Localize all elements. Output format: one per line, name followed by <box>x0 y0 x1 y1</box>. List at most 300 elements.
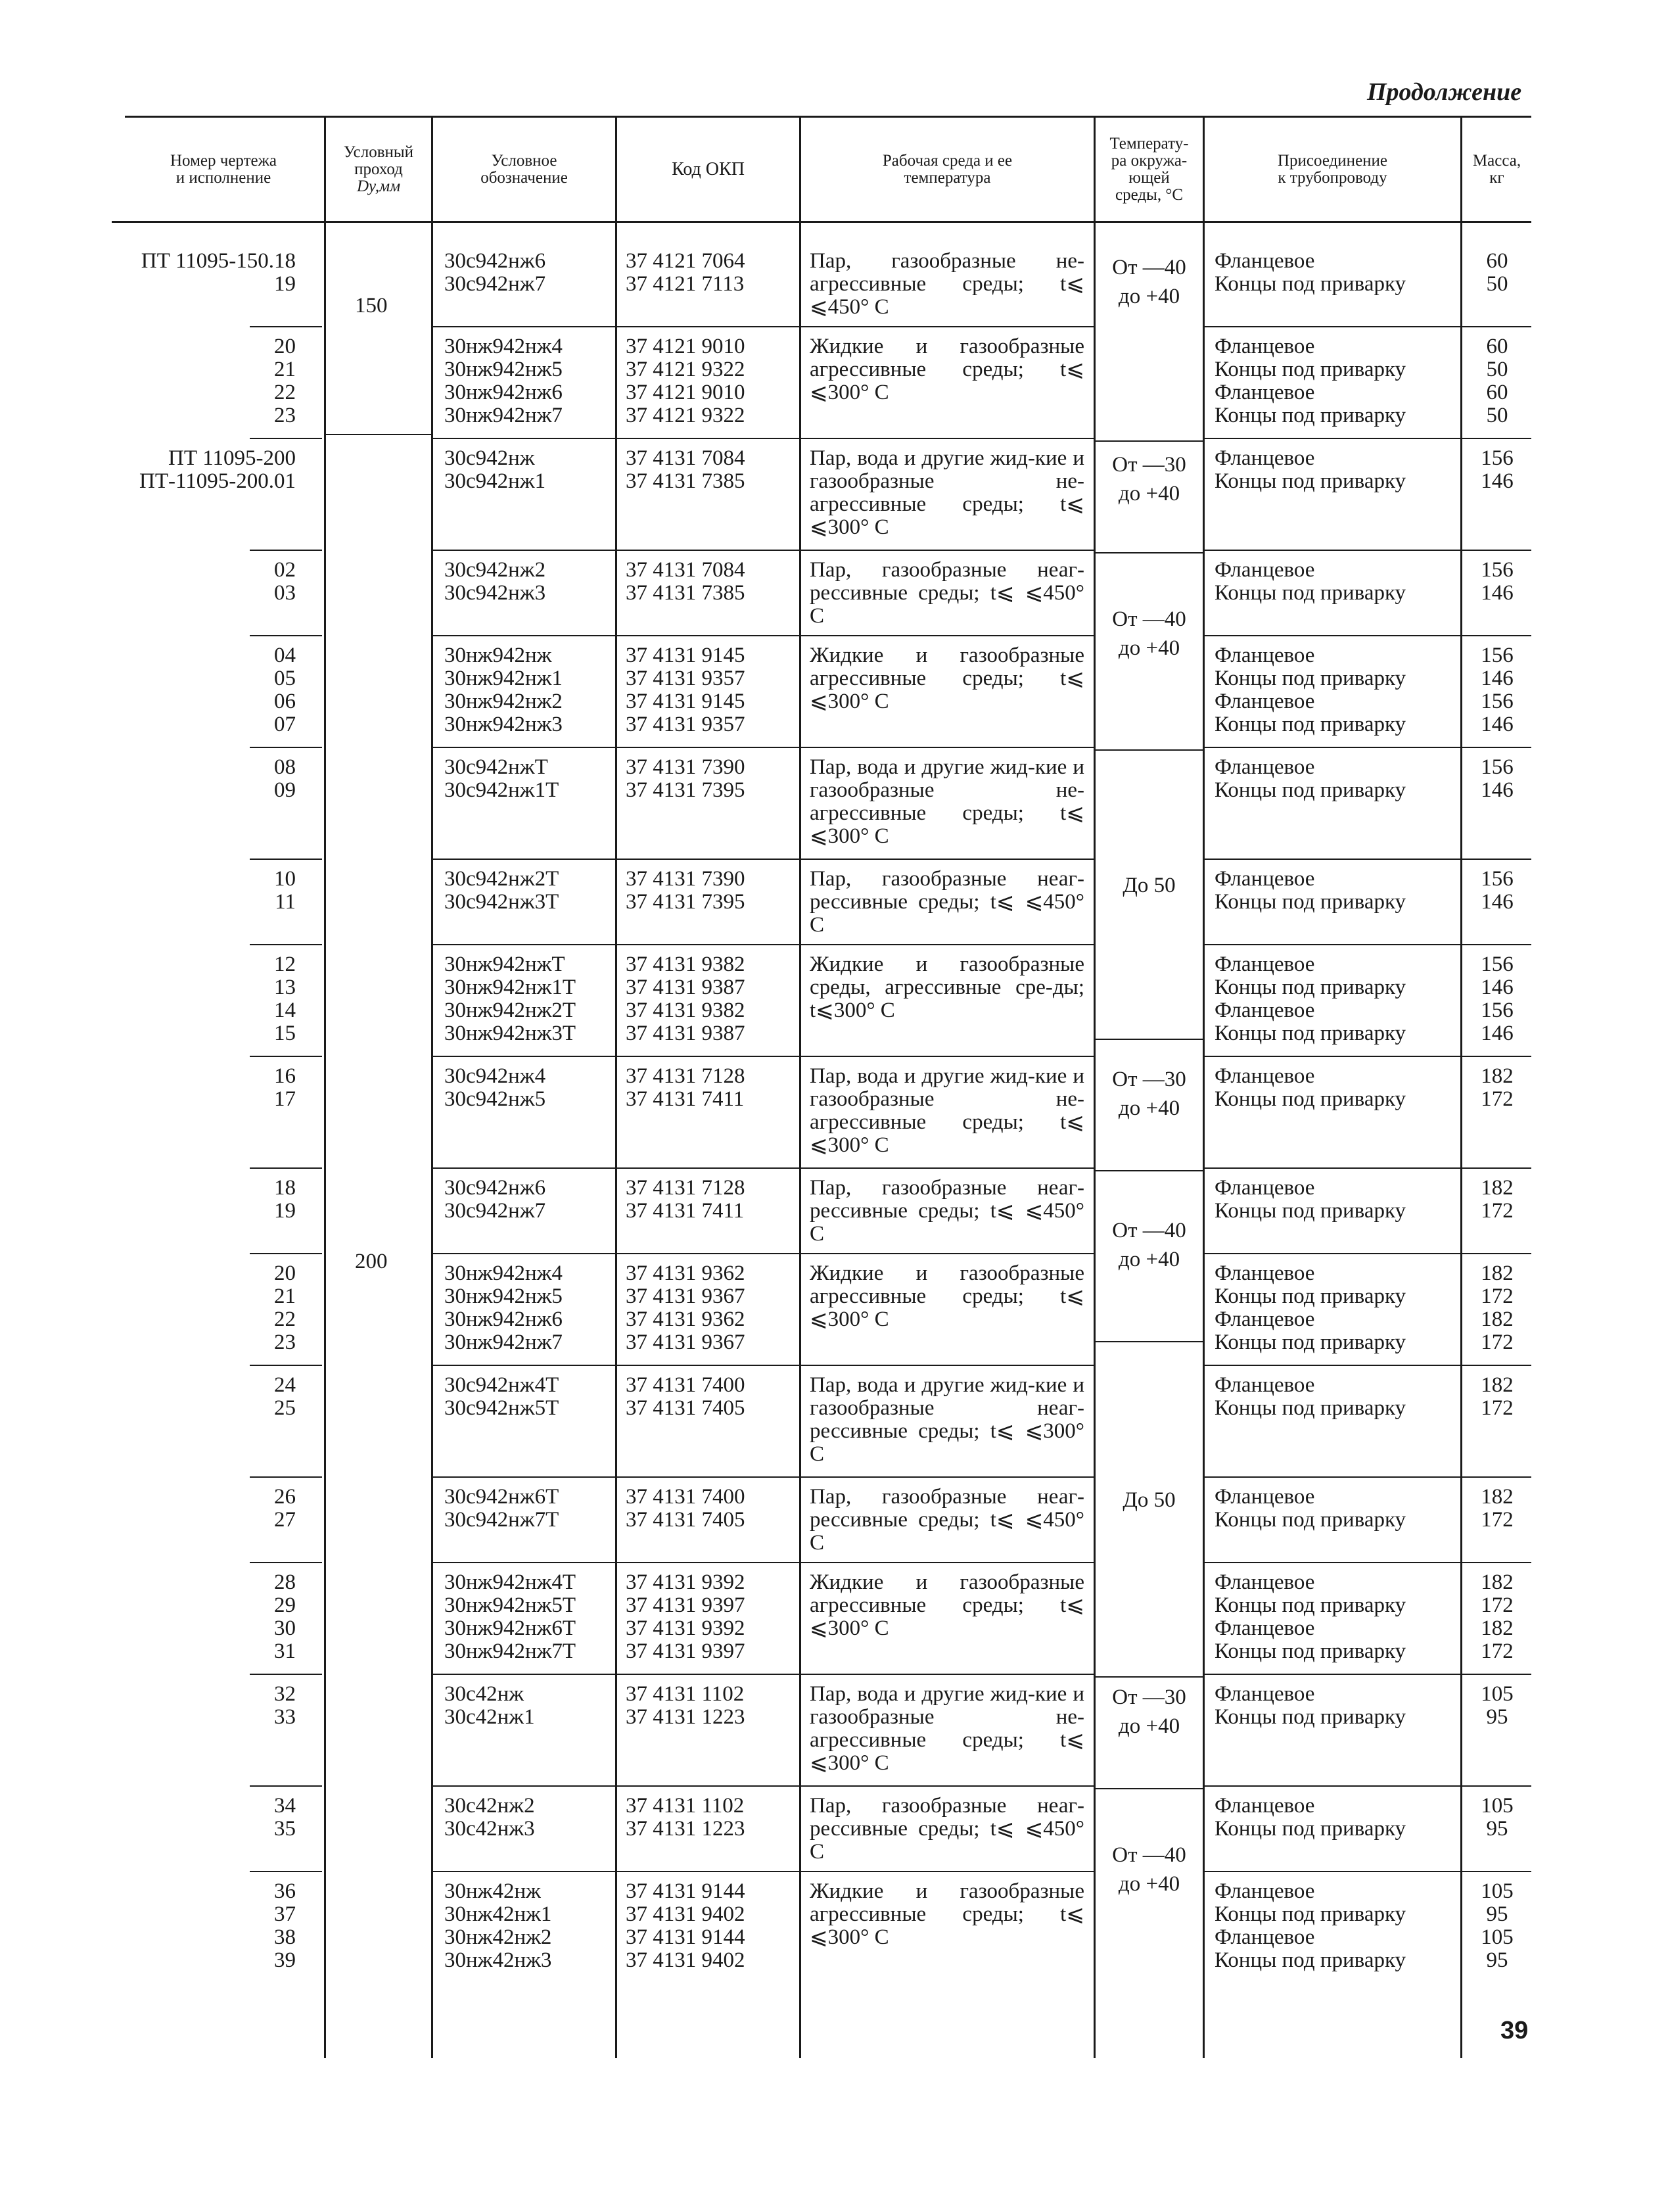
okp-code: 37 4131 9382 <box>626 953 745 976</box>
mass-separator <box>1462 747 1531 748</box>
okp-separator <box>617 1562 799 1563</box>
drawing-number: 26 <box>274 1485 296 1509</box>
drawing-number: 36 <box>274 1879 296 1903</box>
connection-separator <box>1205 1785 1460 1787</box>
designation-value: 30с942нж2Т <box>444 867 559 891</box>
header-designation <box>433 124 615 216</box>
connection-type: Концы под приварку <box>1215 976 1406 999</box>
connection-cell <box>1215 559 1458 605</box>
mass-separator <box>1462 1476 1531 1478</box>
drawing-cell <box>112 756 296 802</box>
designation-cell <box>444 644 615 736</box>
header-medium-line1: Рабочая среда и ее <box>882 152 1013 170</box>
drawing-number: ПТ-11095-200.01 <box>139 469 296 493</box>
okp-code: 37 4131 7405 <box>626 1396 745 1420</box>
designation-value: 30нж942нж5 <box>444 1284 563 1308</box>
connection-type: Фланцевое <box>1215 1176 1315 1200</box>
designation-value: 30нж942нж4Т <box>444 1570 576 1594</box>
drawing-number: 33 <box>274 1705 296 1729</box>
dn-200: 200 <box>355 1250 388 1273</box>
header-mass-line1: Масса, <box>1472 152 1521 170</box>
okp-separator <box>617 326 799 327</box>
drawing-number: 17 <box>274 1087 296 1111</box>
designation-cell <box>444 1374 615 1420</box>
drawing-cell <box>112 335 296 427</box>
ambient-temperature: От —40 до +40 <box>1112 1219 1186 1271</box>
mass-cell <box>1464 1177 1530 1223</box>
okp-code: 37 4131 1223 <box>626 1705 745 1729</box>
okp-code: 37 4131 9144 <box>626 1879 745 1903</box>
mass-value: 172 <box>1481 1087 1514 1111</box>
connection-type: Фланцевое <box>1215 1064 1315 1088</box>
drawing-cell <box>112 1262 296 1354</box>
medium-cell: Пар, газообразные неаг-рессивные среды; t⩽ ⩽450° С <box>810 558 1084 628</box>
okp-code: 37 4131 7390 <box>626 867 745 891</box>
drawing-cell <box>112 250 296 296</box>
drawing-separator <box>250 747 322 748</box>
designation-separator <box>433 326 615 327</box>
okp-code: 37 4121 9322 <box>626 404 745 427</box>
okp-cell <box>626 1683 797 1729</box>
drawing-separator <box>250 1253 322 1254</box>
ambient-separator <box>1096 1676 1203 1678</box>
ambient-separator <box>1096 749 1203 751</box>
designation-value: 30с942нж7 <box>444 272 546 296</box>
medium-separator <box>801 326 1094 327</box>
okp-code: 37 4131 9367 <box>626 1330 745 1354</box>
okp-code: 37 4131 9367 <box>626 1284 745 1308</box>
designation-cell <box>444 1571 615 1663</box>
connection-type: Фланцевое <box>1215 1261 1315 1285</box>
ambient-temperature: До 50 <box>1123 874 1176 897</box>
okp-cell <box>626 756 797 802</box>
mass-separator <box>1462 1785 1531 1787</box>
designation-value: 30с942нж1 <box>444 469 546 493</box>
designation-value: 30нж942нж2Т <box>444 999 576 1022</box>
mass-cell <box>1464 1374 1530 1420</box>
designation-value: 30с942нж4Т <box>444 1373 559 1397</box>
medium-cell: Пар, газообразные неаг-рессивные среды; t⩽ ⩽450° С <box>810 867 1084 937</box>
okp-separator <box>617 550 799 551</box>
mass-separator <box>1462 438 1531 439</box>
mass-value: 156 <box>1481 558 1514 582</box>
medium-separator <box>801 747 1094 748</box>
drawing-cell <box>112 1486 296 1532</box>
connection-cell <box>1215 335 1458 427</box>
ambient-temperature: От —30 до +40 <box>1112 1685 1186 1738</box>
drawing-cell <box>112 953 296 1045</box>
drawing-number: 24 <box>274 1373 296 1397</box>
okp-code: 37 4131 7084 <box>626 558 745 582</box>
okp-code: 37 4121 9010 <box>626 381 745 404</box>
connection-type: Концы под приварку <box>1215 1284 1406 1308</box>
okp-separator <box>617 944 799 945</box>
designation-separator <box>433 1253 615 1254</box>
mass-value: 105 <box>1481 1925 1514 1949</box>
mass-cell <box>1464 868 1530 914</box>
medium-cell: Жидкие и газообразные агрессивные среды; t⩽ ⩽300° С <box>810 335 1084 404</box>
drawing-separator <box>250 635 322 636</box>
mass-value: 172 <box>1481 1593 1514 1617</box>
okp-code: 37 4131 7128 <box>626 1064 745 1088</box>
connection-type: Фланцевое <box>1215 1570 1315 1594</box>
designation-value: 30нж942нж4 <box>444 1261 563 1285</box>
okp-separator <box>617 1674 799 1675</box>
drawing-separator <box>250 1562 322 1563</box>
mass-value: 105 <box>1481 1879 1514 1903</box>
mass-value: 146 <box>1481 581 1514 605</box>
header-dn <box>326 124 431 216</box>
drawing-number: 16 <box>274 1064 296 1088</box>
connection-type: Фланцевое <box>1215 381 1315 404</box>
drawing-number: 32 <box>274 1682 296 1706</box>
designation-value: 30с942нж6 <box>444 1176 546 1200</box>
header-mass-line2: кг <box>1489 169 1504 187</box>
mass-value: 60 <box>1486 249 1508 273</box>
header-designation-line1: Условное <box>491 152 557 170</box>
drawing-number: 19 <box>274 1199 296 1223</box>
drawing-number: ПТ 11095-150.18 <box>141 249 296 273</box>
connection-separator <box>1205 326 1460 327</box>
mass-value: 156 <box>1481 644 1514 667</box>
mass-value: 50 <box>1486 358 1508 381</box>
drawing-separator <box>250 944 322 945</box>
drawing-separator <box>250 1056 322 1057</box>
connection-cell <box>1215 868 1458 914</box>
connection-type: Концы под приварку <box>1215 1199 1406 1223</box>
medium-separator <box>801 1785 1094 1787</box>
drawing-cell <box>112 1065 296 1111</box>
mass-value: 146 <box>1481 1022 1514 1045</box>
connection-separator <box>1205 1056 1460 1057</box>
drawing-number: 05 <box>274 667 296 690</box>
drawing-cell <box>112 1374 296 1420</box>
connection-type: Фланцевое <box>1215 1485 1315 1509</box>
okp-cell <box>626 644 797 736</box>
okp-code: 37 4131 9397 <box>626 1639 745 1663</box>
okp-code: 37 4131 9382 <box>626 999 745 1022</box>
ambient-temperature: От —40 до +40 <box>1112 607 1186 660</box>
mass-separator <box>1462 550 1531 551</box>
medium-separator <box>801 1056 1094 1057</box>
col-rule-6 <box>1203 116 1205 2058</box>
header-ambient-line3: ющей <box>1128 169 1170 187</box>
connection-separator <box>1205 550 1460 551</box>
drawing-separator <box>250 438 322 439</box>
designation-separator <box>433 1871 615 1872</box>
header-ambient-line4: среды, °С <box>1115 186 1184 204</box>
okp-cell <box>626 335 797 427</box>
okp-code: 37 4131 9145 <box>626 690 745 713</box>
okp-code: 37 4131 7390 <box>626 755 745 779</box>
okp-separator <box>617 438 799 439</box>
connection-type: Концы под приварку <box>1215 713 1406 736</box>
ambient-temperature: От —40 до +40 <box>1112 256 1186 308</box>
designation-value: 30нж942нж3 <box>444 713 563 736</box>
okp-code: 37 4131 7385 <box>626 581 745 605</box>
connection-type: Фланцевое <box>1215 1879 1315 1903</box>
medium-cell: Жидкие и газообразные агрессивные среды; t⩽ ⩽300° С <box>810 1570 1084 1640</box>
mass-value: 50 <box>1486 404 1508 427</box>
okp-code: 37 4131 7400 <box>626 1373 745 1397</box>
ambient-separator <box>1096 440 1203 442</box>
connection-cell <box>1215 1262 1458 1354</box>
okp-code: 37 4131 9392 <box>626 1570 745 1594</box>
okp-cell <box>626 1571 797 1663</box>
okp-code: 37 4121 9010 <box>626 335 745 358</box>
designation-value: 30нж942нж1 <box>444 667 563 690</box>
designation-value: 30нж942нж1Т <box>444 976 576 999</box>
ambient-temperature: От —40 до +40 <box>1112 1843 1186 1896</box>
okp-code: 37 4131 9144 <box>626 1925 745 1949</box>
medium-separator <box>801 1167 1094 1169</box>
header-okp <box>617 124 799 216</box>
mass-value: 95 <box>1486 1817 1508 1841</box>
connection-type: Концы под приварку <box>1215 358 1406 381</box>
mass-value: 50 <box>1486 272 1508 296</box>
connection-separator <box>1205 859 1460 860</box>
connection-cell <box>1215 1177 1458 1223</box>
mass-cell <box>1464 447 1530 493</box>
drawing-cell <box>112 644 296 736</box>
mass-cell <box>1464 1065 1530 1111</box>
drawing-number: 21 <box>274 358 296 381</box>
connection-cell <box>1215 644 1458 736</box>
mass-separator <box>1462 1674 1531 1675</box>
connection-type: Фланцевое <box>1215 558 1315 582</box>
okp-separator <box>617 1253 799 1254</box>
medium-separator <box>801 1476 1094 1478</box>
designation-cell <box>444 1262 615 1354</box>
mass-cell <box>1464 1262 1530 1354</box>
drawing-number: 12 <box>274 953 296 976</box>
mass-value: 182 <box>1481 1485 1514 1509</box>
ambient-separator <box>1096 552 1203 553</box>
connection-type: Концы под приварку <box>1215 1022 1406 1045</box>
drawing-number: 22 <box>274 1307 296 1331</box>
medium-cell: Жидкие и газообразные среды, агрессивные сре-ды; t⩽300° С <box>810 953 1084 1022</box>
ambient-temperature: От —30 до +40 <box>1112 453 1186 506</box>
designation-value: 30с942нж4 <box>444 1064 546 1088</box>
drawing-number: 11 <box>275 890 296 914</box>
mass-value: 146 <box>1481 667 1514 690</box>
mass-value: 182 <box>1481 1261 1514 1285</box>
okp-cell <box>626 1177 797 1223</box>
designation-value: 30нж42нж1 <box>444 1902 552 1926</box>
ambient-separator <box>1096 1788 1203 1789</box>
header-drawing <box>125 124 322 216</box>
designation-value: 30нж942нж6Т <box>444 1616 576 1640</box>
mass-separator <box>1462 326 1531 327</box>
okp-code: 37 4131 1223 <box>626 1817 745 1841</box>
mass-cell <box>1464 953 1530 1045</box>
col-rule-4 <box>799 116 801 2058</box>
ambient-temperature: До 50 <box>1123 1488 1176 1512</box>
connection-type: Концы под приварку <box>1215 778 1406 802</box>
mass-cell <box>1464 335 1530 427</box>
drawing-cell <box>112 1880 296 1972</box>
mass-value: 146 <box>1481 778 1514 802</box>
connection-cell <box>1215 1795 1458 1841</box>
designation-value: 30с942нж5 <box>444 1087 546 1111</box>
okp-code: 37 4131 1102 <box>626 1794 745 1818</box>
col-rule-1 <box>324 116 326 2058</box>
drawing-number: ПТ 11095-200 <box>168 446 296 470</box>
medium-separator <box>801 1365 1094 1366</box>
header-mass <box>1462 124 1531 216</box>
okp-code: 37 4131 7400 <box>626 1485 745 1509</box>
drawing-number: 14 <box>274 999 296 1022</box>
connection-cell <box>1215 1683 1458 1729</box>
mass-value: 182 <box>1481 1176 1514 1200</box>
okp-code: 37 4121 7113 <box>626 272 745 296</box>
mass-separator <box>1462 859 1531 860</box>
drawing-separator <box>250 1674 322 1675</box>
okp-code: 37 4131 7411 <box>626 1199 745 1223</box>
drawing-separator <box>250 859 322 860</box>
designation-separator <box>433 944 615 945</box>
connection-type: Концы под приварку <box>1215 581 1406 605</box>
designation-value: 30с942нж <box>444 446 535 470</box>
designation-value: 30нж942нж7 <box>444 1330 563 1354</box>
medium-cell: Пар, газообразные неаг-рессивные среды; t⩽ ⩽450° С <box>810 1485 1084 1555</box>
medium-separator <box>801 1871 1094 1872</box>
connection-separator <box>1205 1167 1460 1169</box>
okp-cell <box>626 1486 797 1532</box>
okp-code: 37 4131 9402 <box>626 1902 745 1926</box>
drawing-number: 18 <box>274 1176 296 1200</box>
okp-code: 37 4131 9392 <box>626 1616 745 1640</box>
mass-separator <box>1462 1871 1531 1872</box>
okp-code: 37 4131 9357 <box>626 667 745 690</box>
mass-value: 182 <box>1481 1307 1514 1331</box>
okp-cell <box>626 1374 797 1420</box>
connection-separator <box>1205 944 1460 945</box>
mass-separator <box>1462 1056 1531 1057</box>
designation-value: 30нж942нж6 <box>444 381 563 404</box>
drawing-number: 21 <box>274 1284 296 1308</box>
connection-cell <box>1215 756 1458 802</box>
okp-code: 37 4131 7084 <box>626 446 745 470</box>
designation-value: 30с942нж7 <box>444 1199 546 1223</box>
mass-cell <box>1464 1571 1530 1663</box>
medium-cell: Жидкие и газообразные агрессивные среды; t⩽ ⩽300° С <box>810 1261 1084 1331</box>
designation-value: 30нж942нж3Т <box>444 1022 576 1045</box>
drawing-cell <box>112 1683 296 1729</box>
mass-value: 172 <box>1481 1284 1514 1308</box>
mass-value: 146 <box>1481 713 1514 736</box>
designation-separator <box>433 635 615 636</box>
connection-type: Концы под приварку <box>1215 1396 1406 1420</box>
drawing-number: 25 <box>274 1396 296 1420</box>
medium-separator <box>801 1562 1094 1563</box>
drawing-number: 39 <box>274 1948 296 1972</box>
okp-code: 37 4131 9145 <box>626 644 745 667</box>
mass-value: 156 <box>1481 953 1514 976</box>
drawing-number: 27 <box>274 1508 296 1532</box>
ambient-separator <box>1096 1039 1203 1040</box>
connection-type: Концы под приварку <box>1215 667 1406 690</box>
medium-separator <box>801 550 1094 551</box>
designation-value: 30нж42нж <box>444 1879 541 1903</box>
drawing-cell <box>112 1795 296 1841</box>
connection-type: Концы под приварку <box>1215 469 1406 493</box>
mass-value: 156 <box>1481 999 1514 1022</box>
connection-separator <box>1205 1562 1460 1563</box>
drawing-number: 38 <box>274 1925 296 1949</box>
connection-separator <box>1205 438 1460 439</box>
drawing-cell <box>112 559 296 605</box>
designation-value: 30с942нж5Т <box>444 1396 559 1420</box>
connection-separator <box>1205 1365 1460 1366</box>
medium-cell: Пар, газообразные неаг-рессивные среды; t⩽ ⩽450° С <box>810 1794 1084 1864</box>
okp-cell <box>626 1065 797 1111</box>
header-connection <box>1205 124 1460 216</box>
connection-type: Концы под приварку <box>1215 1817 1406 1841</box>
connection-cell <box>1215 1486 1458 1532</box>
connection-cell <box>1215 447 1458 493</box>
connection-type: Концы под приварку <box>1215 890 1406 914</box>
connection-separator <box>1205 1674 1460 1675</box>
okp-cell <box>626 868 797 914</box>
connection-type: Фланцевое <box>1215 999 1315 1022</box>
header-ambient-line2: ра окружа- <box>1111 152 1188 170</box>
header-drawing-line1: Номер чертежа <box>170 152 277 170</box>
connection-separator <box>1205 747 1460 748</box>
dn-separator <box>326 434 431 435</box>
okp-code: 37 4131 9362 <box>626 1307 745 1331</box>
mass-separator <box>1462 635 1531 636</box>
designation-value: 30с942нж3 <box>444 581 546 605</box>
okp-separator <box>617 747 799 748</box>
okp-code: 37 4131 9387 <box>626 1022 745 1045</box>
connection-type: Концы под приварку <box>1215 272 1406 296</box>
medium-separator <box>801 438 1094 439</box>
drawing-number: 28 <box>274 1570 296 1594</box>
connection-type: Концы под приварку <box>1215 1087 1406 1111</box>
mass-value: 156 <box>1481 690 1514 713</box>
designation-value: 30нж42нж3 <box>444 1948 552 1972</box>
connection-type: Фланцевое <box>1215 867 1315 891</box>
mass-cell <box>1464 756 1530 802</box>
designation-value: 30с942нж3Т <box>444 890 559 914</box>
designation-value: 30с942нж6 <box>444 249 546 273</box>
okp-code: 37 4131 9397 <box>626 1593 745 1617</box>
designation-value: 30с42нж <box>444 1682 524 1706</box>
connection-cell <box>1215 1065 1458 1111</box>
ambient-separator <box>1096 1341 1203 1342</box>
connection-separator <box>1205 635 1460 636</box>
okp-cell <box>626 1880 797 1972</box>
mass-value: 60 <box>1486 335 1508 358</box>
medium-separator <box>801 859 1094 860</box>
connection-type: Концы под приварку <box>1215 1705 1406 1729</box>
medium-cell: Пар, вода и другие жид-кие и газообразные не-агрессивные среды; t⩽ ⩽300° С <box>810 755 1084 848</box>
drawing-separator <box>250 1476 322 1478</box>
header-connection-line2: к трубопроводу <box>1278 169 1387 187</box>
connection-type: Фланцевое <box>1215 446 1315 470</box>
okp-cell <box>626 559 797 605</box>
mass-value: 146 <box>1481 469 1514 493</box>
okp-code: 37 4131 9402 <box>626 1948 745 1972</box>
dn-150: 150 <box>355 294 388 318</box>
header-dn-line1: Условный <box>343 143 414 161</box>
okp-code: 37 4131 7395 <box>626 778 745 802</box>
designation-separator <box>433 1562 615 1563</box>
drawing-separator <box>250 1871 322 1872</box>
drawing-separator <box>250 1365 322 1366</box>
connection-type: Фланцевое <box>1215 1307 1315 1331</box>
